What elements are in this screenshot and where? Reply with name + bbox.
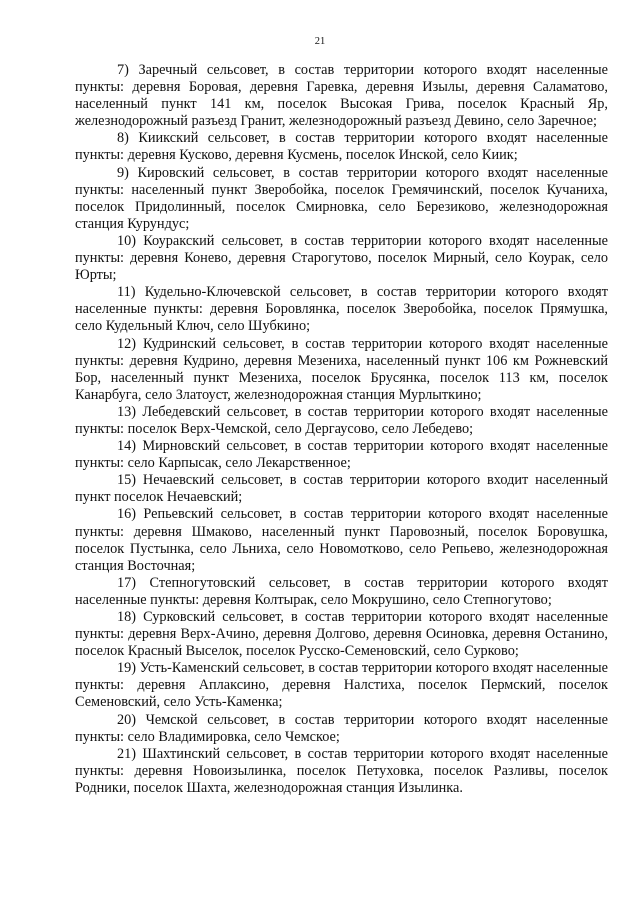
list-item-19: 19) Усть-Каменский сельсовет, в состав территории которого входят населенные пункты: деревня Аплаксино, деревня Налстиха, поселок Пермский, поселок Семеновский, село Усть-Каменка; (75, 660, 608, 711)
list-item-18: 18) Сурковский сельсовет, в состав территории которого входят населенные пункты: деревня Верх-Ачино, деревня Долгово, деревня Осиновка, деревня Останино, поселок Красный Выселок, поселок Русско-Семеновский, село Сурково; (75, 609, 608, 660)
list-item-11: 11) Кудельно-Ключевской сельсовет, в состав территории которого входят населенные пункты: деревня Боровлянка, поселок Зверобойка, поселок Прямушка, село Кудельный Ключ, село Шубкино; (75, 284, 608, 335)
list-item-7: 7) Заречный сельсовет, в состав территории которого входят населенные пункты: деревня Боровая, деревня Гаревка, деревня Изылы, деревня Саламатово, населенный пункт 141 км, поселок Высокая Грива, поселок Красный Яр, железнодорожный разъезд Гранит, железнодорожный разъезд Девино, село Заречное; (75, 62, 608, 130)
list-item-17: 17) Степногутовский сельсовет, в состав территории которого входят населенные пункты: деревня Колтырак, село Мокрушино, село Степногутово; (75, 574, 608, 608)
list-item-14: 14) Мирновский сельсовет, в состав территории которого входят населенные пункты: село Карпысак, село Лекарственное; (75, 438, 608, 472)
document-body (75, 62, 608, 797)
list-item-13: 13) Лебедевский сельсовет, в состав территории которого входят населенные пункты: поселок Верх-Чемской, село Дергаусово, село Лебедево; (75, 403, 608, 437)
list-item-21: 21) Шахтинский сельсовет, в состав территории которого входят населенные пункты: деревня Новоизылинка, поселок Петуховка, поселок Разливы, поселок Родники, поселок Шахта, железнодорожная станция Изылинка. (75, 745, 608, 796)
list-item-8: 8) Киикский сельсовет, в состав территории которого входят населенные пункты: деревня Кусково, деревня Кусмень, поселок Инской, село Киик; (75, 130, 608, 164)
list-item-15: 15) Нечаевский сельсовет, в состав территории которого входит населенный пункт поселок Нечаевский; (75, 472, 608, 506)
list-item-16: 16) Репьевский сельсовет, в состав территории которого входят населенные пункты: деревня Шмаково, населенный пункт Паровозный, поселок Боровушка, поселок Пустынка, село Льниха, село Новомотково, село Репьево, железнодорожная станция Восточная; (75, 506, 608, 574)
page-number: 21 (314, 36, 326, 47)
list-item-10: 10) Коуракский сельсовет, в состав территории которого входят населенные пункты: деревня Конево, деревня Старогутово, поселок Мирный, село Коурак, село Юрты; (75, 232, 608, 284)
list-item-12: 12) Кудринский сельсовет, в состав территории которого входят населенные пункты: деревня Кудрино, деревня Мезениха, населенный пункт 106 км Рожневский Бор, населенный пункт Мезениха, поселок Брусянка, поселок 113 км, поселок Канарбуга, село Златоуст, железнодорожная станция Мурлыткино; (75, 335, 608, 403)
list-item-9: 9) Кировский сельсовет, в состав территории которого входят населенные пункты: населенный пункт Зверобойка, поселок Гремячинский, поселок Кучаниха, поселок Придолинный, поселок Смирновка, село Березиково, железнодорожная станция Курундус; (75, 164, 608, 232)
list-item-20: 20) Чемской сельсовет, в состав территории которого входят населенные пункты: село Владимировка, село Чемское; (75, 711, 608, 745)
